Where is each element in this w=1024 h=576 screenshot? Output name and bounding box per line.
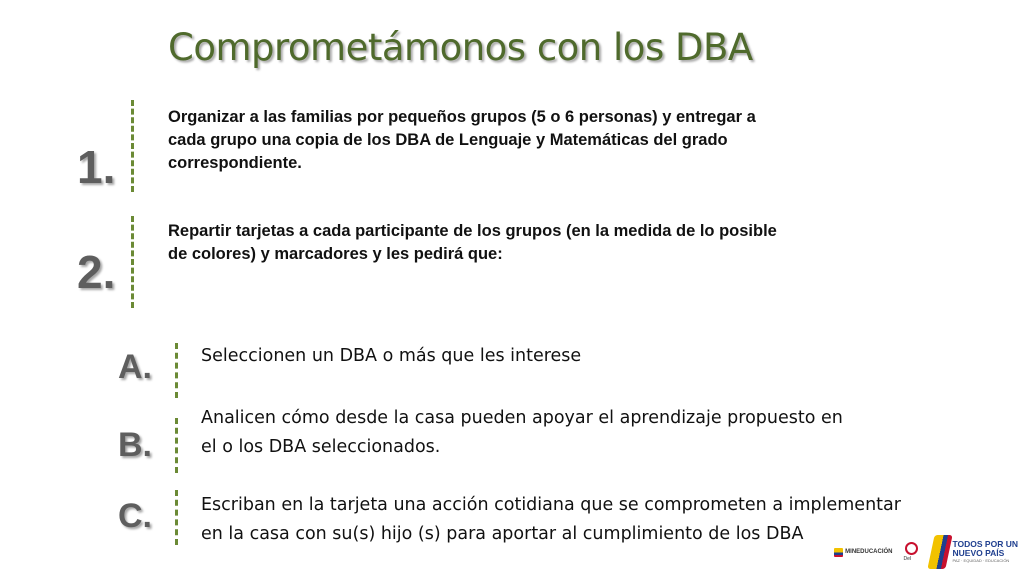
item-c-line-2: en la casa con su(s) hijo (s) para aportar al cumplimiento de los DBA (201, 524, 804, 544)
step-number-1: 1. (77, 141, 116, 193)
pais-subtitle: PAZ · EQUIDAD · EDUCACIÓN (952, 558, 1010, 563)
mineducacion-label: MINEDUCACIÓN (845, 549, 893, 555)
mineducacion-logo (834, 548, 892, 557)
item-divider-b (175, 418, 178, 473)
institution-logo-label: DeI (903, 556, 912, 562)
flag-stripes-icon (927, 535, 952, 569)
step-2-line-1: Repartir tarjetas a cada participante de los grupos (en la medida de lo posible (168, 222, 777, 240)
item-text-c (201, 491, 901, 549)
item-letter-c: C. (118, 497, 152, 535)
item-letter-b: B. (118, 426, 152, 464)
step-2-line-2: de colores) y marcadores y les pedirá que: (168, 245, 503, 263)
step-1-line-1: Organizar a las familias por pequeños grupos (5 o 6 personas) y entregar a (168, 108, 756, 126)
step-text-2 (168, 220, 777, 266)
step-1-line-2: cada grupo una copia de los DBA de Lenguaje y Matemáticas del grado (168, 131, 728, 149)
pais-line-2: NUEVO PAÍS (952, 548, 1005, 558)
item-divider-c (175, 490, 178, 545)
pais-line-1: TODOS POR UN (952, 539, 1018, 549)
step-divider-2 (131, 216, 134, 308)
item-b-line-1: Analicen cómo desde la casa pueden apoyar el aprendizaje propuesto en (201, 408, 843, 428)
item-a-line-1: Seleccionen un DBA o más que les interese (201, 346, 582, 366)
todos-por-un-nuevo-pais-logo (931, 535, 1019, 569)
slide-title: Comprometámonos con los DBA (168, 26, 753, 69)
step-text-1 (168, 106, 756, 175)
step-number-2: 2. (77, 246, 116, 298)
circle-e-icon (905, 542, 918, 555)
flag-icon (834, 548, 843, 557)
item-text-b (201, 404, 843, 462)
item-letter-a: A. (118, 348, 152, 386)
item-text-a (201, 342, 581, 371)
item-b-line-2: el o los DBA seleccionados. (201, 437, 441, 457)
item-c-line-1: Escriban en la tarjeta una acción cotidiana que se comprometen a implementar (201, 495, 901, 515)
item-divider-a (175, 343, 178, 398)
footer-logos (834, 532, 1018, 572)
institution-logo (903, 540, 921, 564)
step-divider-1 (131, 100, 134, 192)
step-1-line-3: correspondiente. (168, 154, 302, 172)
